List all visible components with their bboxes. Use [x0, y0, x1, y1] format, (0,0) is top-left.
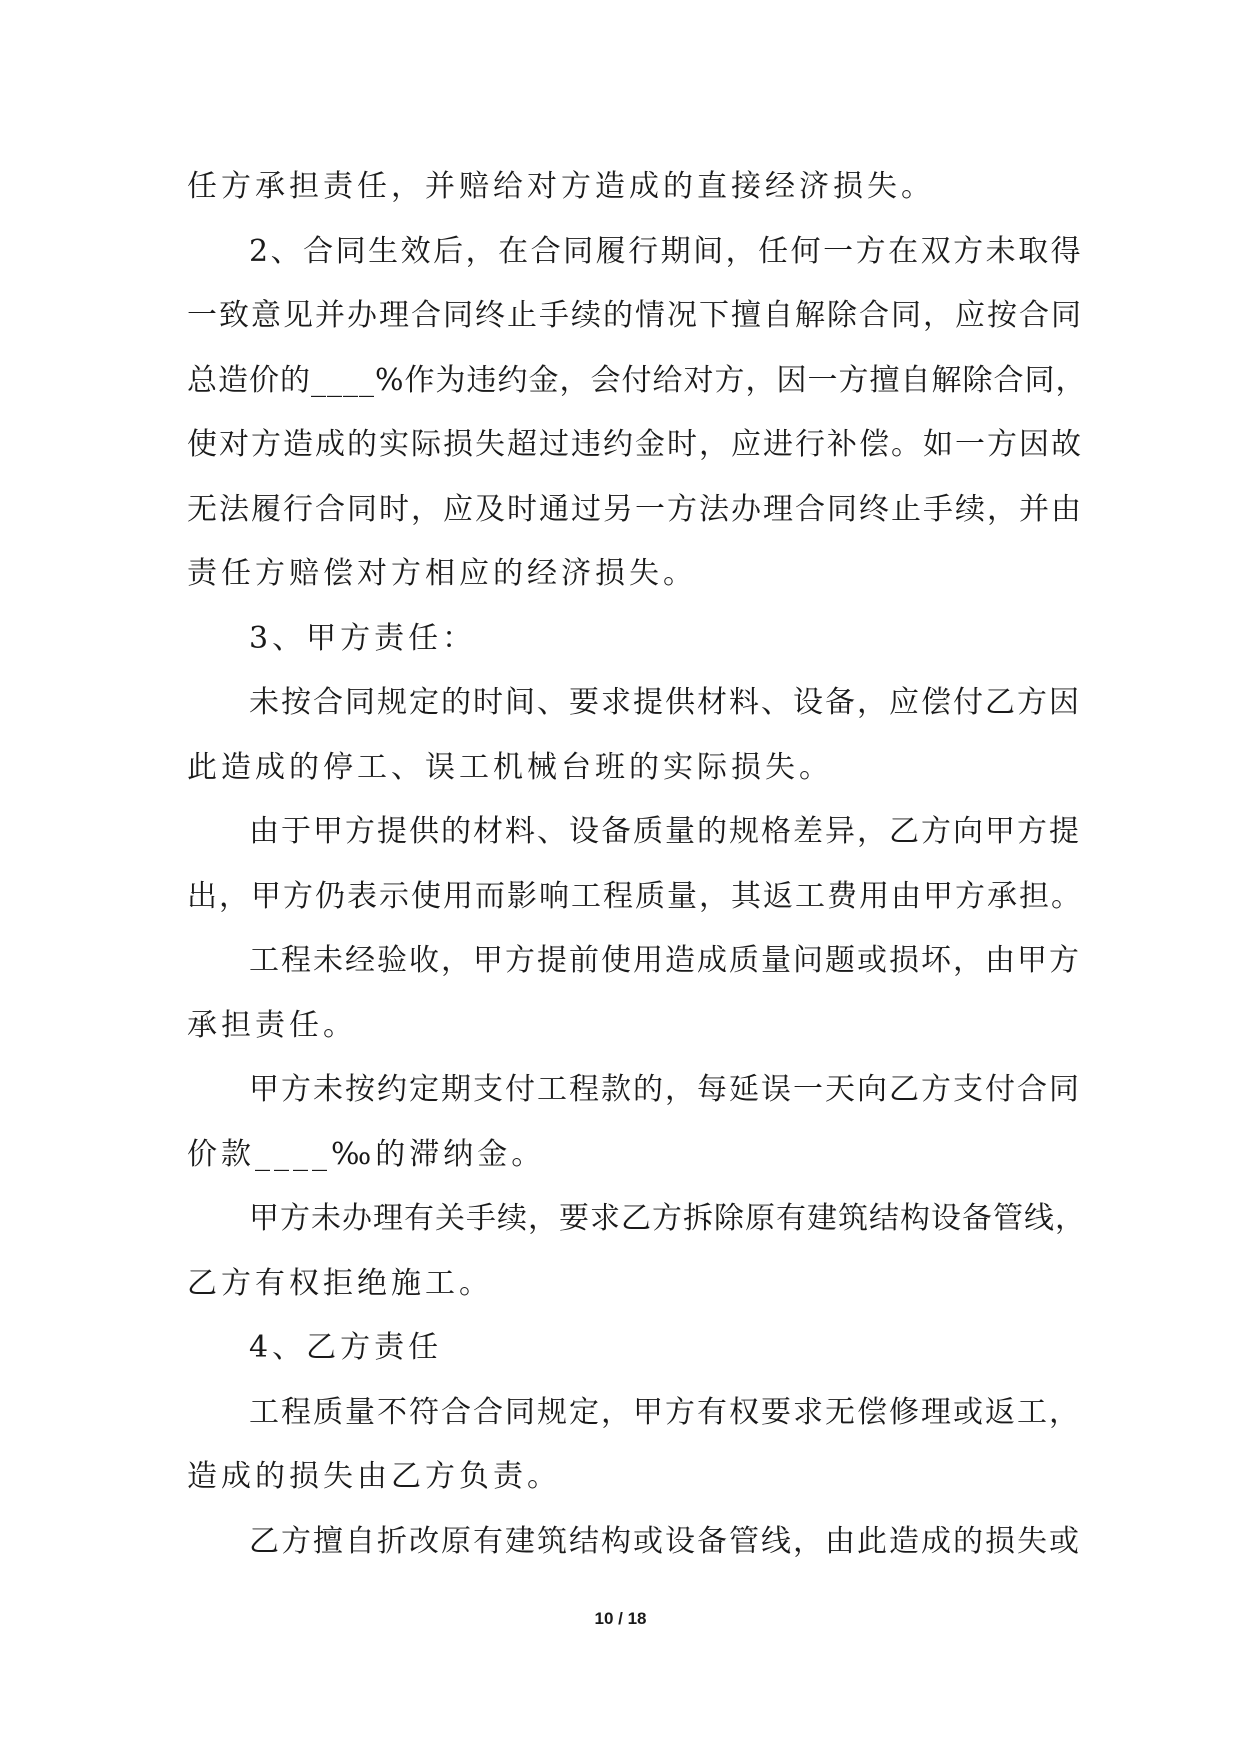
text-line: 造成的损失由乙方负责。: [187, 1459, 561, 1494]
text-line: 任方承担责任，并赔给对方造成的直接经济损失。: [187, 169, 935, 204]
text-line: 工程未经验收，甲方提前使用造成质量问题或损坏，由甲方: [249, 943, 1081, 978]
text-line: 承担责任。: [187, 1007, 357, 1043]
text-line: 总造价的____%作为违约金，会付给对方，因一方擅自解除合同，: [187, 362, 1087, 398]
text-line: 乙方擅自折改原有建筑结构或设备管线，由此造成的损失或: [249, 1523, 1081, 1559]
text-line: 由于甲方提供的材料、设备质量的规格差异，乙方向甲方提: [249, 814, 1081, 849]
text-line: 出，甲方仍表示使用而影响工程质量，其返工费用由甲方承担。: [187, 878, 1083, 914]
text-line: 甲方未按约定期支付工程款的，每延误一天向乙方支付合同: [249, 1072, 1081, 1107]
text-line: 无法履行合同时，应及时通过另一方法办理合同终止手续，并由: [187, 491, 1083, 527]
text-line: 3、甲方责任：: [249, 620, 477, 656]
text-line: 2、合同生效后，在合同履行期间，任何一方在双方未取得: [249, 233, 1084, 269]
text-line: 一致意见并办理合同终止手续的情况下擅自解除合同，应按合同: [187, 298, 1083, 333]
text-line: 工程质量不符合合同规定，甲方有权要求无偿修理或返工，: [249, 1394, 1081, 1430]
document-body: [187, 155, 1087, 1574]
text-line: 4、乙方责任: [249, 1330, 443, 1365]
text-line: 甲方未办理有关手续，要求乙方拆除原有建筑结构设备管线，: [249, 1201, 1086, 1236]
text-line: 责任方赔偿对方相应的经济损失。: [187, 556, 697, 591]
page-number: 10 / 18: [594, 1609, 647, 1628]
text-line: 使对方造成的实际损失超过违约金时，应进行补偿。如一方因故: [187, 427, 1083, 462]
text-line: 价款____‰的滞纳金。: [187, 1136, 546, 1172]
text-line: 乙方有权拒绝施工。: [187, 1265, 493, 1301]
text-line: 未按合同规定的时间、要求提供材料、设备，应偿付乙方因: [249, 685, 1081, 720]
text-line: 此造成的停工、误工机械台班的实际损失。: [187, 749, 833, 785]
